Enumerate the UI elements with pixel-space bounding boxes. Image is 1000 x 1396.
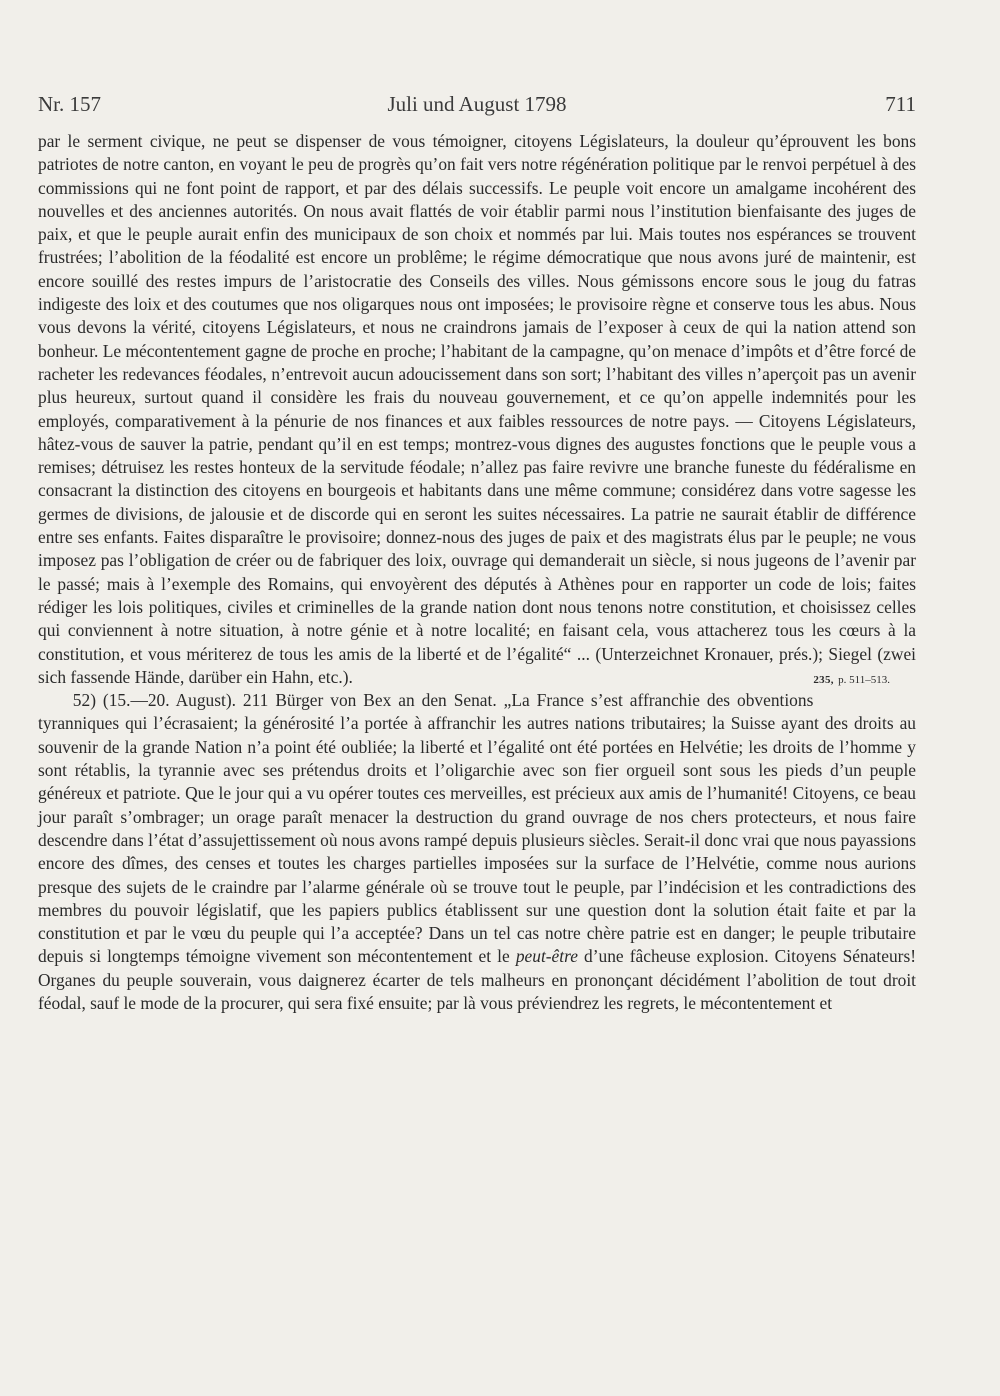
document-page [38, 86, 916, 1015]
source-reference [813, 666, 890, 692]
paragraph-1-text: par le serment civique, ne peut se dispenser de vous témoigner, citoyens Législateurs, la douleur qu’éprouvent les bons patriotes de notre canton, en voyant le peu de progrès qu’on fait vers notre régénération politique par le renvoi perpétuel à des commissions qui ne font point de rapport, et par des délais successifs. Le peuple voit encore un amalgame incohérent des nouvelles et des anciennes autorités. On nous avait flattés de voir établir parmi nous l’institution bienfaisante des juges de paix, et que le peuple aurait enfin des municipaux de son choix et nommés par lui. Mais toutes nos espérances se trouvent frustrées; l’abolition de la féodalité est encore un problême; le régime démocratique que nous avons juré de maintenir, est encore souillé des restes impurs de l’aristocratie des Conseils des villes. Nous gémissons encore sous le joug du fatras indigeste des loix et des coutumes que nos oligarques nous ont imposées; le provisoire règne et conserve tous les abus. Nous vous devons la vérité, citoyens Législateurs, et nous ne craindrons jamais de l’exposer à ceux de qui la nation attend son bonheur. Le mécontentement gagne de proche en proche; l’habitant de la campagne, qu’on menace d’impôts et d’être forcé de racheter les redevances féodales, n’entrevoit aucun adoucissement dans son sort; l’habitant des villes n’aperçoit pas un avenir plus heureux, surtout quand il considère les frais du nouveau gouvernement, et ce qu’on appelle indemnités pour les employés, comparativement à la pénurie de nos finances et aux faibles ressources de notre pays. — Citoyens Législateurs, hâtez-vous de sauver la patrie, pendant qu’il en est temps; montrez-vous dignes des augustes fonctions que le peuple vous a remises; détruisez les restes honteux de la servitude féodale; n’allez pas faire revivre une branche funeste du fédéralisme en consacrant la distinction des citoyens en bourgeois et habitants dans une même commune; considérez dans votre sagesse les germes de divisions, de jalousie et de discorde qui en seront les suites nécessaires. La patrie ne saurait établir de différence entre ses enfants. Faites disparaître le provisoire; donnez-nous des juges de paix et des magistrats élus par le peuple; ne vous imposez pas l’obligation de créer ou de fabriquer des loix, ouvrage qui demanderait un siècle, si nous jugeons de l’avenir par le passé; mais à l’exemple des Romains, qui envoyèrent des députés à Athènes pour en rapporter un code de lois; faites rédiger les lois politiques, civiles et criminelles de la grande nation dont nous tenons notre constitution, et choisissez celles qui conviennent à notre situation, à notre génie et à notre localité; en faisant cela, vous attacherez tous les cœurs à la constitution, et vous mériterez de tous les amis de la liberté et de l’égalité“ ... (Unterzeichnet Kronauer, prés.); Siegel (zwei sich fassende Hände, darüber ein Hahn, etc.). [38, 131, 916, 687]
paragraph-2-text-a: 52) (15.—20. August). 211 Bürger von Bex an den Senat. „La France s’est affranchie des obventions tyranniques qui l’écrasaient; la générosité l’a portée à affranchir les autres nations tributaires; la Suisse ayant des droits au souvenir de la grande Nation n’a point été oubliée; la liberté et l’égalité ont été portées en Helvétie; les droits de l’homme y sont rétablis, la tyrannie avec ses prétendus droits et l’oligarchie avec son fier orgueil sont sous les pieds d’un peuple généreux et patriote. Que le jour qui a vu opérer toutes ces merveilles, est précieux aux amis de l’humanité! Citoyens, ce beau jour paraît s’ombrager; un orage paraît menacer la destruction du grand ouvrage de nos chers protecteurs, et nous faire descendre dans l’état d’assujettissement où nous avons rampé depuis plusieurs siècles. Serait-il donc vrai que nous payassions encore des dîmes, des censes et toutes les charges partielles imposées sur la surface de l’Helvétie, comme nous aurions presque des sujets de le craindre par l’alarme générale où se trouve tout le peuple, par l’indécision et les contradictions des membres du pouvoir législatif, que les papiers publics établissent sur une question dont la solution était faite et par la constitution et par le vœu du peuple qui l’a acceptée? Dans un tel cas notre chère patrie est en danger; le peuple tributaire depuis si longtemps témoigne vivement son mécontentement et le [38, 690, 916, 967]
document-number: Nr. 157 [38, 92, 101, 116]
paragraph-2 [38, 689, 916, 1015]
running-header [38, 86, 916, 120]
header-title: Juli und August 1798 [387, 92, 567, 116]
reference-pages: p. 511–513. [838, 673, 890, 686]
body-text [38, 130, 916, 1015]
reference-number: 235, [813, 673, 834, 686]
italic-word: peut-être [515, 946, 578, 967]
paragraph-2-text-b: d’une fâcheuse explosion. Citoyens Sénateurs! Organes du peuple souverain, vous daignerez écarter de tels malheurs en prononçant décidément l’abolition de tout droit féodal, sauf le mode de la procurer, qui sera fixé ensuite; par là vous préviendrez les regrets, le mécontentement et [38, 946, 917, 1013]
page-number: 711 [885, 92, 916, 116]
paragraph-1 [38, 130, 916, 689]
